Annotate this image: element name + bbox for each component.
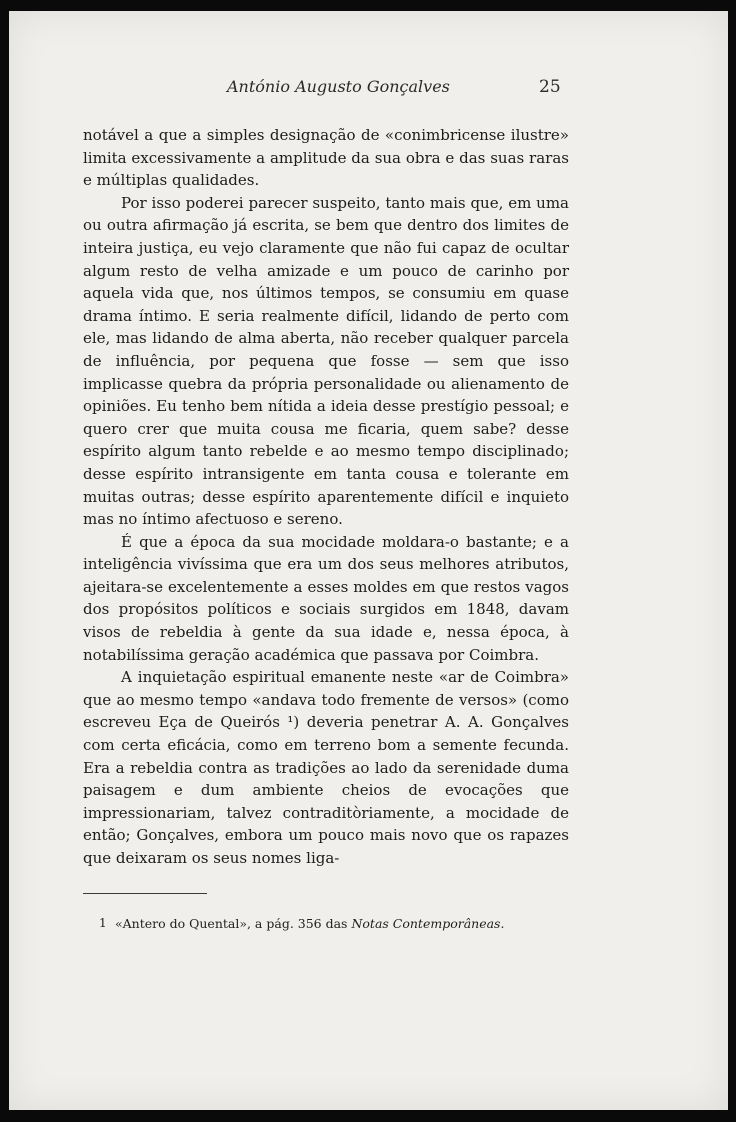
footnote-book-title: Notas Contemporâneas. — [351, 916, 505, 931]
page-number: 25 — [539, 77, 561, 97]
running-title: António Augusto Gonçalves — [227, 77, 450, 96]
book-page — [9, 11, 728, 1110]
paragraph: Por isso poderei parecer suspeito, tanto mais que, em uma ou outra afirmação já escrita, se bem que dentro dos limites de inteira justiça, eu vejo claramente que não fui capaz de ocultar algum resto de velha amizade e um pouco de carinho por aquela vida que, nos últimos tempos, se consumiu em quase drama íntimo. E seria realmente difícil, lidando de perto com ele, mas lidando de alma aberta, não receber qualquer parcela de influência, por pequena que fosse — sem que isso implicasse quebra da própria personalidade ou alienamento de opiniões. Eu tenho bem nítida a ideia desse prestígio pessoal; e quero crer que muita cousa me ficaria, quem sabe? desse espírito algum tanto rebelde e ao mesmo tempo disciplinado; desse espírito intransigente em tanta cousa e tolerante em muitas outras; desse espírito aparentemente difícil e inquieto mas no íntimo afectuoso e sereno. — [83, 193, 569, 529]
paragraph: É que a época da sua mocidade moldara-o bastante; e a inteligência vivíssima que era um dos seus melhores atributos, ajeitara-se excelentemente a esses moldes em que restos vagos dos propósitos políticos e sociais surgidos em 1848, davam visos de rebeldia à gente da sua idade e, nessa época, à notabilíssima geração académica que passava por Coimbra. — [83, 532, 569, 664]
footnote — [99, 916, 505, 931]
paragraph: A inquietação espiritual emanente neste «ar de Coimbra» que ao mesmo tempo «andava todo fremente de versos» (como escreveu Eça de Queirós ¹) deveria penetrar A. A. Gonçalves com certa eficácia, como em terreno bom a semente fecunda. Era a rebeldia contra as tradições ao lado da serenidade duma paisagem e dum ambiente cheios de evocações que impressionariam, talvez contraditòriamente, a mocidade de então; Gonçalves, embora um pouco mais novo que os rapazes que deixaram os seus nomes liga- — [83, 668, 569, 867]
footnote-divider — [83, 893, 207, 894]
paragraph: notável a que a simples designação de «conimbricense ilustre» limita excessivamente a amplitude da sua obra e das suas raras e múltiplas qualidades. — [83, 126, 569, 190]
footnote-mark: 1 — [99, 916, 107, 930]
footnote-text: «Antero do Quental», a pág. 356 das — [115, 916, 352, 931]
body-text — [83, 124, 569, 870]
running-header — [9, 77, 728, 101]
